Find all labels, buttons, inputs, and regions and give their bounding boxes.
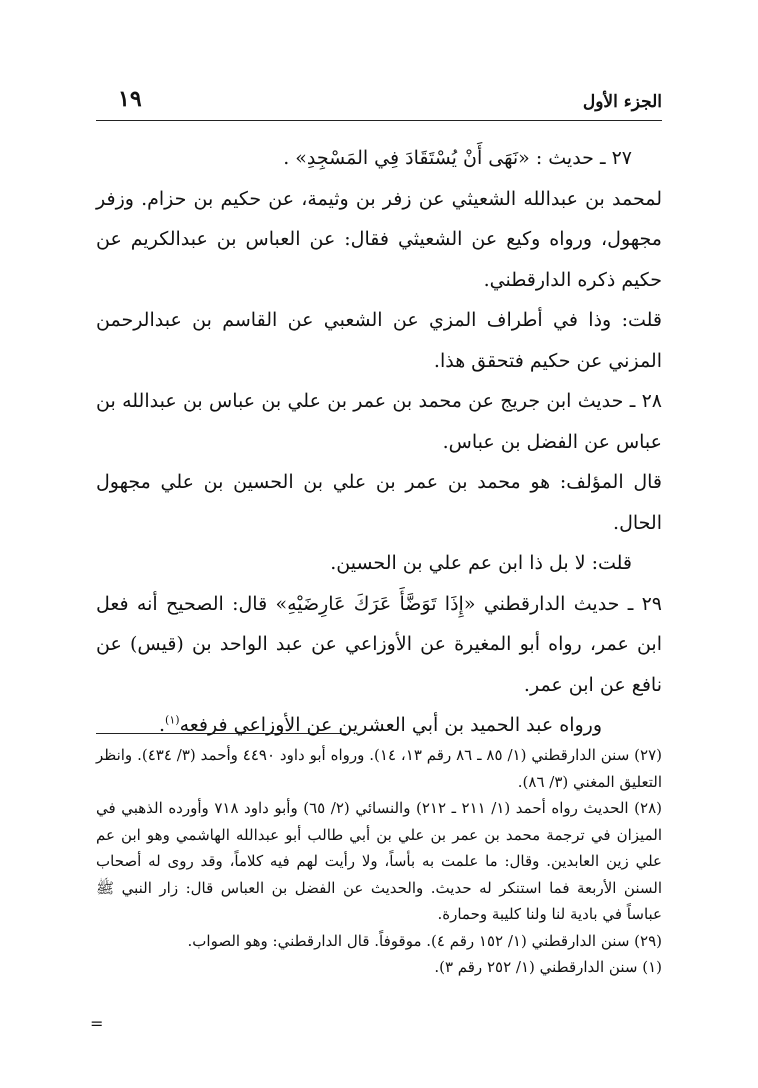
page-mark: = (90, 1014, 104, 1033)
main-text (96, 138, 662, 746)
hadith-28-heading: ٢٨ ـ حديث ابن جريج عن محمد بن عمر بن علي بن عباس بن عبدالله بن عباس عن الفضل بن عباس. (96, 390, 662, 453)
footnotes (96, 742, 662, 981)
hadith-29-note-end: . (159, 714, 166, 736)
hadith-27-heading: ٢٧ ـ حديث : «نَهَى أَنْ يُسْتَقَادَ فِي المَسْجِدِ» . (283, 147, 632, 169)
hadith-28-author-note: قال المؤلف: هو محمد بن عمر بن علي بن الحسين بن علي مجهول الحال. (96, 471, 662, 534)
footnote-28: (٢٨) الحديث رواه أحمد (١/ ٢١١ ـ ٢١٢) والنسائي (٢/ ٦٥) وأبو داود ٧١٨ وأورده الذهبي في الميزان في ترجمة محمد بن عمر بن علي بن أبي طالب أبو عبدالله الهاشمي وهو ابن عم علي زين العابدين. وقال: ما علمت به بأساً، ولا رأيت لهم فيه كلاماً، وقد روى له أصحاب السنن الأربعة فما استنكر له حديث. والحديث عن الفضل بن العباس قال: زار النبي ﷺ عباساً في بادية لنا ولنا كليبة وحمارة. (96, 799, 662, 923)
hadith-27-note: قلت: وذا في أطراف المزي عن الشعبي عن القاسم بن عبدالرحمن المزني عن حكيم فتحقق هذا. (96, 309, 662, 372)
footnote-1: (١) سنن الدارقطني (١/ ٢٥٢ رقم ٣). (434, 958, 662, 976)
hadith-29-note-text: ورواه عبد الحميد بن أبي العشرين عن الأوزاعي فرفعه (179, 714, 602, 736)
hadith-27-commentary: لمحمد بن عبدالله الشعيثي عن زفر بن وثيمة، عن حكيم بن حزام. وزفر مجهول، ورواه وكيع عن الشعيثي فقال: عن العباس بن عبدالكريم عن حكيم ذكره الدارقطني. (96, 187, 662, 291)
footnote-reference: (١) (165, 713, 180, 727)
page-header (96, 86, 662, 121)
hadith-28-reply: قلت: لا بل ذا ابن عم علي بن الحسين. (330, 552, 632, 574)
page-number: ١٩ (118, 86, 142, 112)
hadith-29-heading: ٢٩ ـ حديث الدارقطني «إِذَا تَوَضَّأَ عَرَكَ عَارِضَيْهِ» قال: الصحيح أنه فعل ابن عمر، رواه أبو المغيرة عن الأوزاعي عن عبد الواحد بن (قيس) عن نافع عن ابن عمر. (96, 592, 662, 696)
footnote-29: (٢٩) سنن الدارقطني (١/ ١٥٢ رقم ٤). موقوفاً. قال الدارقطني: وهو الصواب. (187, 931, 662, 950)
footnote-separator (96, 733, 346, 734)
running-head: الجزء الأول (582, 92, 662, 112)
footnote-27: (٢٧) سنن الدارقطني (١/ ٨٥ ـ ٨٦ رقم ١٣، ١٤). ورواه أبو داود ٤٤٩٠ وأحمد (٣/ ٤٣٤). وانظر التعليق المغني (٣/ ٨٦). (96, 746, 663, 791)
hadith-29-note (96, 705, 662, 746)
